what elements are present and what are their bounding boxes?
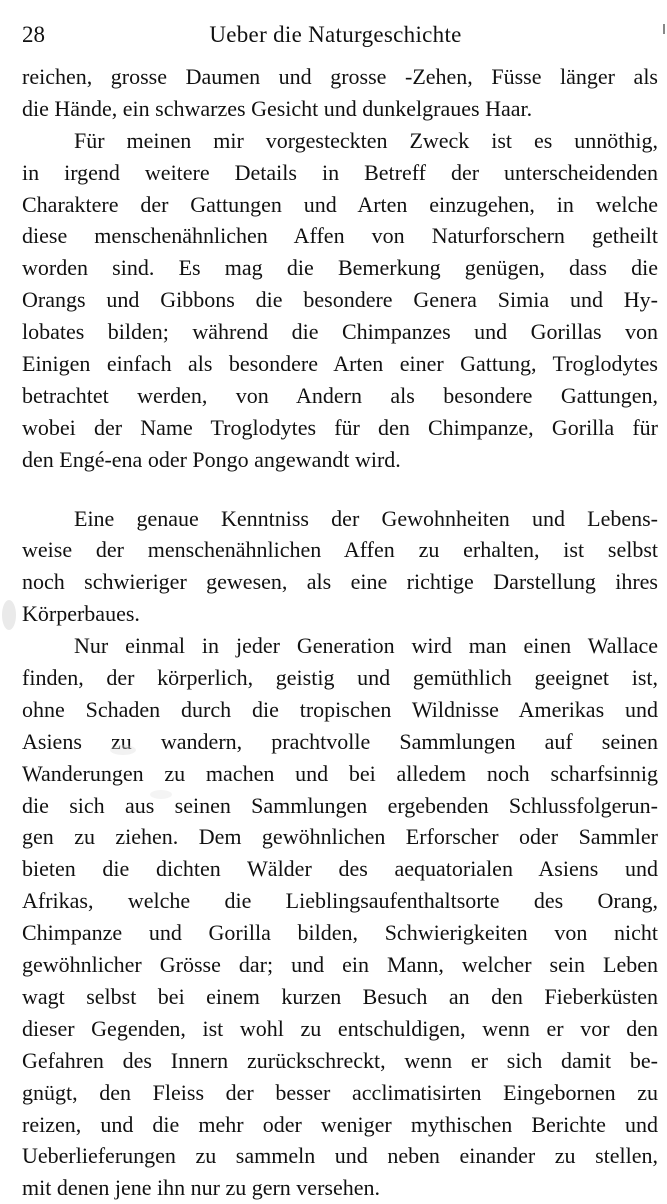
text-line: Chimpanze und Gorilla bilden, Schwierigkeiten von nicht [22, 920, 658, 946]
running-title: Ueber die Naturgeschichte [209, 22, 462, 47]
text-line: die sich aus seinen Sammlungen ergebenden Schlussfolgerun- [22, 792, 658, 818]
paragraph [22, 61, 658, 125]
text-line: reizen, und die mehr oder weniger mythischen Berichte und [22, 1111, 658, 1137]
text-line: wobei der Name Troglodytes für den Chimpanze, Gorilla für [22, 414, 658, 440]
paragraph [22, 630, 658, 1204]
text-line: dieser Gegenden, ist wohl zu entschuldigen, wenn er vor den [22, 1015, 658, 1041]
text-line: worden sind. Es mag die Bemerkung genügen, dass die [22, 255, 658, 281]
paragraph [22, 503, 658, 631]
text-line: ohne Schaden durch die tropischen Wildnisse Amerikas und [22, 696, 658, 722]
body-text [22, 61, 658, 1204]
paper-stain [110, 745, 136, 755]
text-line: Eine genaue Kenntniss der Gewohnheiten und Lebens- [74, 505, 658, 531]
text-line: gen zu ziehen. Dem gewöhnlichen Erforscher oder Sammler [22, 824, 658, 850]
text-line: noch schwieriger gewesen, als eine richtige Darstellung ihres [22, 569, 658, 595]
text-line: Asiens zu wandern, prachtvolle Sammlungen auf seinen [22, 728, 658, 754]
text-line: Einigen einfach als besondere Arten einer Gattung, Troglodytes [22, 351, 658, 377]
text-line: Für meinen mir vorgesteckten Zweck ist es unnöthig, [74, 127, 658, 153]
text-line: die Hände, ein schwarzes Gesicht und dunkelgraues Haar. [22, 95, 533, 121]
text-line: reichen, grosse Daumen und grosse -Zehen, Füsse länger als [22, 64, 658, 89]
text-line: Körperbaues. [22, 601, 140, 627]
text-line: Ueberlieferungen zu sammeln und neben einander zu stellen, [22, 1143, 658, 1169]
text-line: lobates bilden; während die Chimpanzes und Gorillas von [22, 319, 658, 345]
text-line: Afrikas, welche die Lieblingsaufenthaltsorte des Orang, [22, 888, 658, 914]
paragraph [22, 125, 658, 476]
text-line: gnügt, den Fleiss der besser acclimatisirten Eingebornen zu [22, 1079, 658, 1105]
text-line: wagt selbst bei einem kurzen Besuch an den Fieberküsten [22, 983, 658, 1009]
text-line: Wanderungen zu machen und bei alledem noch scharfsinnig [22, 760, 658, 786]
paper-stain [2, 600, 16, 630]
text-line: mit denen jene ihn nur zu gern versehen. [22, 1175, 380, 1201]
text-line: finden, der körperlich, geistig und gemüthlich geeignet ist, [22, 665, 658, 691]
paragraph-gap [22, 476, 658, 503]
text-line: weise der menschenähnlichen Affen zu erhalten, ist selbst [22, 537, 658, 563]
text-line: in irgend weitere Details in Betreff der unterscheidenden [22, 159, 658, 185]
page-number: 28 [22, 22, 45, 47]
paper-stain [150, 790, 172, 799]
text-line: Orangs und Gibbons die besondere Genera Simia und Hy- [22, 287, 658, 313]
text-line: Nur einmal in jeder Generation wird man einen Wallace [74, 633, 658, 659]
page-header [22, 22, 649, 54]
text-line: Gefahren des Innern zurückschreckt, wenn er sich damit be- [22, 1047, 658, 1073]
text-line: bieten die dichten Wälder des aequatorialen Asiens und [22, 856, 658, 882]
text-line: betrachtet werden, von Andern als besondere Gattungen, [22, 382, 658, 408]
text-line: diese menschenähnlichen Affen von Naturforschern getheilt [22, 223, 658, 249]
text-line: Charaktere der Gattungen und Arten einzugehen, in welche [22, 191, 658, 217]
text-line: gewöhnlicher Grösse dar; und ein Mann, welcher sein Leben [22, 952, 658, 978]
text-line: den Engé-ena oder Pongo angewandt wird. [22, 446, 401, 472]
page-edge-mark [663, 24, 665, 34]
